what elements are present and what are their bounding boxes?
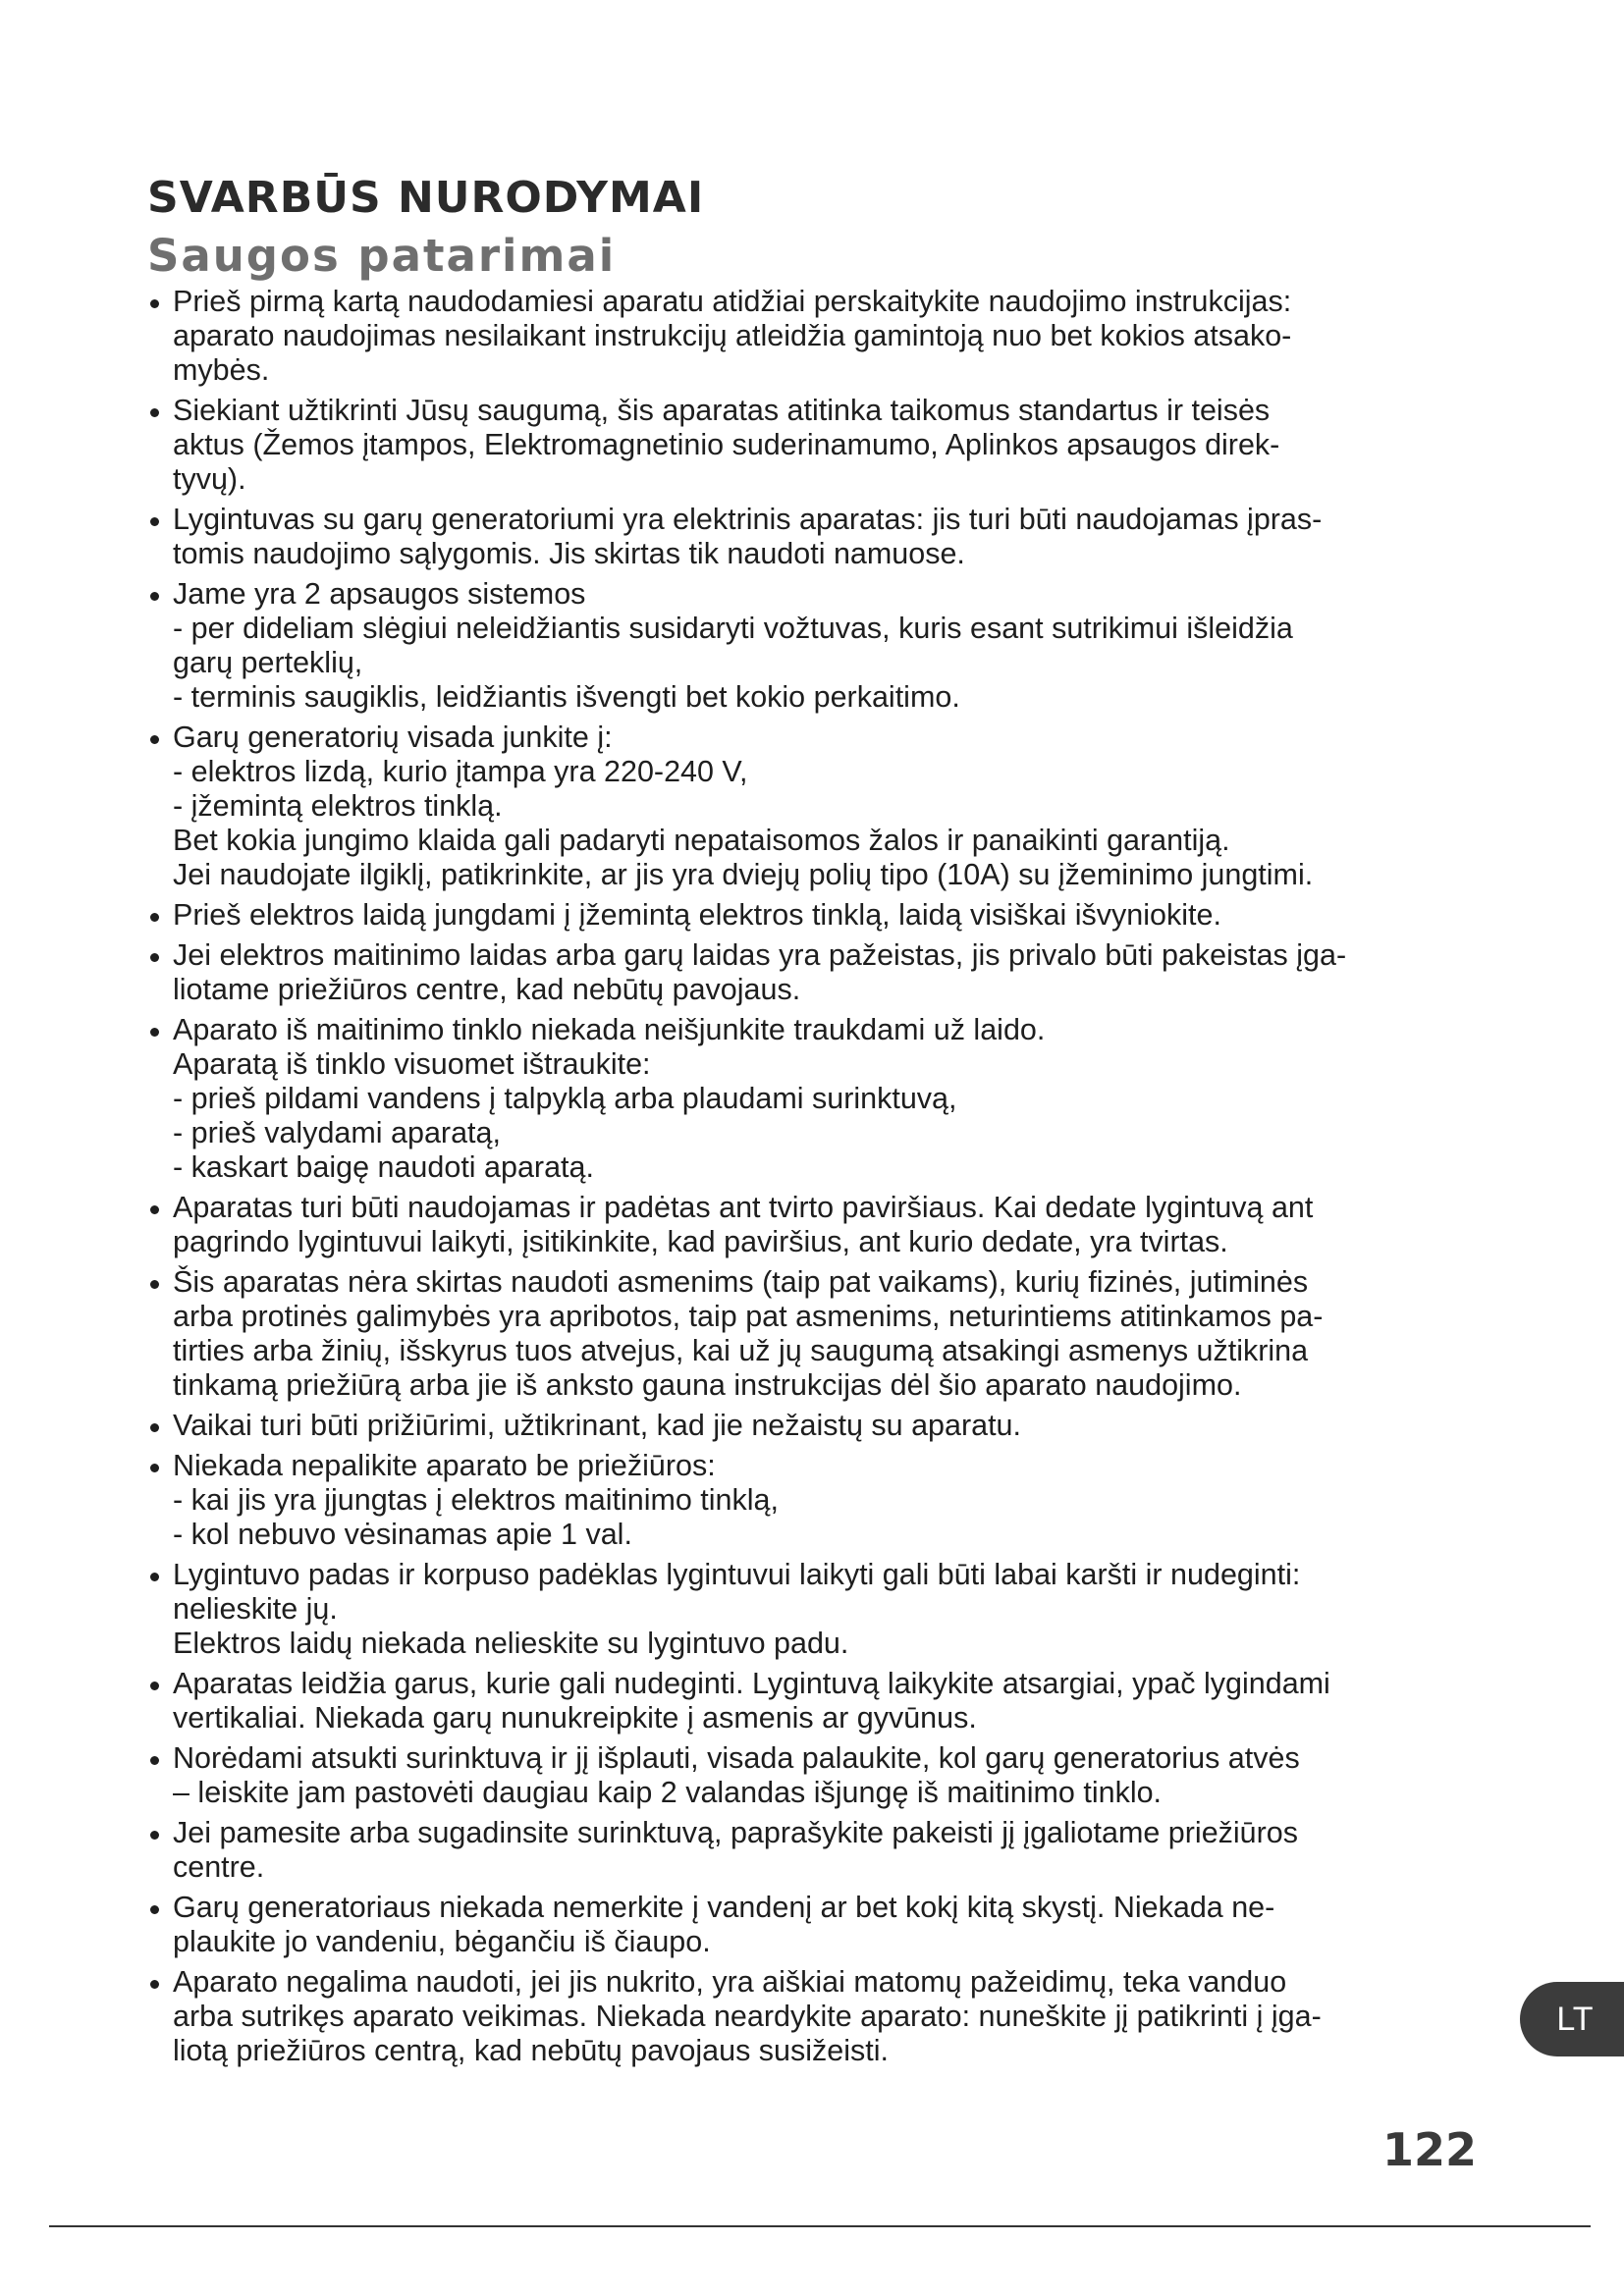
instruction-line: Jame yra 2 apsaugos sistemos xyxy=(173,577,586,611)
instruction-line: Vaikai turi būti prižiūrimi, užtikrinant, kad jie nežaistų su aparatu. xyxy=(173,1409,1021,1442)
instruction-line: Aparato negalima naudoti, jei jis nukrito, yra aiškiai matomų pažeidimų, teka vanduo xyxy=(173,1965,1287,1999)
instruction-line: Jei elektros maitinimo laidas arba garų laidas yra pažeistas, jis privalo būti pakeistas įga- xyxy=(173,938,1347,972)
instruction-line: Garų generatorių visada junkite į: xyxy=(173,721,613,754)
instruction-line: Aparatas leidžia garus, kurie gali nudeginti. Lygintuvą laikykite atsargiai, ypač lygindami xyxy=(173,1667,1330,1700)
instruction-item xyxy=(147,577,1502,715)
instruction-item xyxy=(147,1558,1502,1661)
instruction-item xyxy=(147,1965,1502,2068)
instruction-line: tyvų). xyxy=(173,462,246,496)
instruction-line: Prieš elektros laidą jungdami į įžemintą elektros tinklą, laidą visiškai išvyniokite. xyxy=(173,898,1221,932)
instruction-line: mybės. xyxy=(173,353,270,387)
instruction-line: arba protinės galimybės yra apribotos, taip pat asmenims, neturintiems atitinkamos pa- xyxy=(173,1300,1324,1333)
instruction-item xyxy=(147,1741,1502,1810)
instruction-line: Siekiant užtikrinti Jūsų saugumą, šis aparatas atitinka taikomus standartus ir teisės xyxy=(173,394,1271,427)
instruction-line: - įžemintą elektros tinklą. xyxy=(173,789,503,823)
instruction-line: pagrindo lygintuvui laikyti, įsitikinkite, kad paviršius, ant kurio dedate, yra tvirtas. xyxy=(173,1225,1228,1258)
instruction-line: - elektros lizdą, kurio įtampa yra 220-240 V, xyxy=(173,755,748,788)
instruction-line: tinkamą priežiūrą arba jie iš anksto gauna instrukcijas dėl šio aparato naudojimo. xyxy=(173,1368,1242,1402)
language-tab: LT xyxy=(1520,1982,1624,2056)
instruction-line: arba sutrikęs aparato veikimas. Niekada neardykite aparato: nuneškite jį patikrinti į įga- xyxy=(173,2000,1322,2033)
instruction-line: - per dideliam slėgiui neleidžiantis susidaryti vožtuvas, kuris esant sutrikimui išleidžia xyxy=(173,612,1293,645)
instruction-line: Prieš pirmą kartą naudodamiesi aparatu atidžiai perskaitykite naudojimo instrukcijas: xyxy=(173,285,1292,318)
instruction-item xyxy=(147,285,1502,388)
instruction-line: Aparatas turi būti naudojamas ir padėtas ant tvirto paviršiaus. Kai dedate lygintuvą ant xyxy=(173,1191,1314,1224)
instruction-line: - terminis saugiklis, leidžiantis išvengti bet kokio perkaitimo. xyxy=(173,680,960,714)
instruction-line: Šis aparatas nėra skirtas naudoti asmenims (taip pat vaikams), kurių fizinės, jutiminės xyxy=(173,1265,1309,1299)
instruction-line: tirties arba žinių, išskyrus tuos atvejus, kai už jų saugumą atsakingi asmenys užtikrina xyxy=(173,1334,1309,1367)
instruction-line: Garų generatoriaus niekada nemerkite į vandenį ar bet kokį kitą skystį. Niekada ne- xyxy=(173,1891,1275,1924)
instruction-line: Bet kokia jungimo klaida gali padaryti nepataisomos žalos ir panaikinti garantiją. xyxy=(173,824,1230,857)
instruction-item xyxy=(147,1891,1502,1959)
instruction-item xyxy=(147,1409,1502,1443)
instruction-item xyxy=(147,503,1502,571)
instruction-line: aktus (Žemos įtampos, Elektromagnetinio suderinamumo, Aplinkos apsaugos direk- xyxy=(173,428,1280,461)
instruction-line: Aparatą iš tinklo visuomet ištraukite: xyxy=(173,1047,651,1081)
footer-divider xyxy=(49,2225,1591,2227)
instruction-item xyxy=(147,1013,1502,1185)
instruction-line: - kaskart baigę naudoti aparatą. xyxy=(173,1150,594,1184)
instruction-line: aparato naudojimas nesilaikant instrukcijų atleidžia gamintoją nuo bet kokios atsako- xyxy=(173,319,1292,352)
instruction-item xyxy=(147,1191,1502,1259)
instruction-line: liotą priežiūros centrą, kad nebūtų pavojaus susižeisti. xyxy=(173,2034,890,2067)
instruction-line: tomis naudojimo sąlygomis. Jis skirtas tik naudoti namuose. xyxy=(173,537,965,570)
instruction-line: Lygintuvo padas ir korpuso padėklas lygintuvui laikyti gali būti labai karšti ir nudeginti: xyxy=(173,1558,1301,1591)
instruction-item xyxy=(147,394,1502,497)
instruction-line: nelieskite jų. xyxy=(173,1592,338,1626)
instruction-line: centre. xyxy=(173,1850,265,1884)
instruction-line: - prieš valydami aparatą, xyxy=(173,1116,501,1149)
instruction-line: plaukite jo vandeniu, bėgančiu iš čiaupo. xyxy=(173,1925,711,1958)
instruction-item xyxy=(147,898,1502,933)
instruction-line: – leiskite jam pastovėti daugiau kaip 2 valandas išjungę iš maitinimo tinklo. xyxy=(173,1776,1163,1809)
instruction-item xyxy=(147,1667,1502,1735)
section-subtitle: Saugos patarimai xyxy=(147,230,617,282)
page-number: 122 xyxy=(1381,2123,1477,2176)
instruction-line: - kol nebuvo vėsinamas apie 1 val. xyxy=(173,1518,632,1551)
instruction-line: Aparato iš maitinimo tinklo niekada neišjunkite traukdami už laido. xyxy=(173,1013,1046,1046)
instruction-line: Norėdami atsukti surinktuvą ir jį išplauti, visada palaukite, kol garų generatorius atvės xyxy=(173,1741,1300,1775)
instruction-line: Lygintuvas su garų generatoriumi yra elektrinis aparatas: jis turi būti naudojamas įpras- xyxy=(173,503,1323,536)
page-title: SVARBŪS NURODYMAI xyxy=(147,173,705,223)
instruction-line: - prieš pildami vandens į talpyklą arba plaudami surinktuvą, xyxy=(173,1082,957,1115)
instruction-line: Jei pamesite arba sugadinsite surinktuvą, paprašykite pakeisti jį įgaliotame priežiūros xyxy=(173,1816,1299,1849)
safety-instructions-list xyxy=(147,285,1502,2074)
instruction-line: Niekada nepalikite aparato be priežiūros: xyxy=(173,1449,716,1482)
instruction-line: Elektros laidų niekada nelieskite su lygintuvo padu. xyxy=(173,1627,849,1660)
instruction-line: garų perteklių, xyxy=(173,646,363,679)
instruction-line: Jei naudojate ilgiklį, patikrinkite, ar jis yra dviejų polių tipo (10A) su įžeminimo jungtimi. xyxy=(173,858,1314,891)
instruction-item xyxy=(147,721,1502,892)
instruction-line: - kai jis yra įjungtas į elektros maitinimo tinklą, xyxy=(173,1483,779,1517)
instruction-item xyxy=(147,938,1502,1007)
instruction-item xyxy=(147,1816,1502,1885)
instruction-item xyxy=(147,1449,1502,1552)
instruction-item xyxy=(147,1265,1502,1403)
instruction-line: vertikaliai. Niekada garų nunukreipkite į asmenis ar gyvūnus. xyxy=(173,1701,977,1735)
instruction-line: liotame priežiūros centre, kad nebūtų pavojaus. xyxy=(173,973,801,1006)
